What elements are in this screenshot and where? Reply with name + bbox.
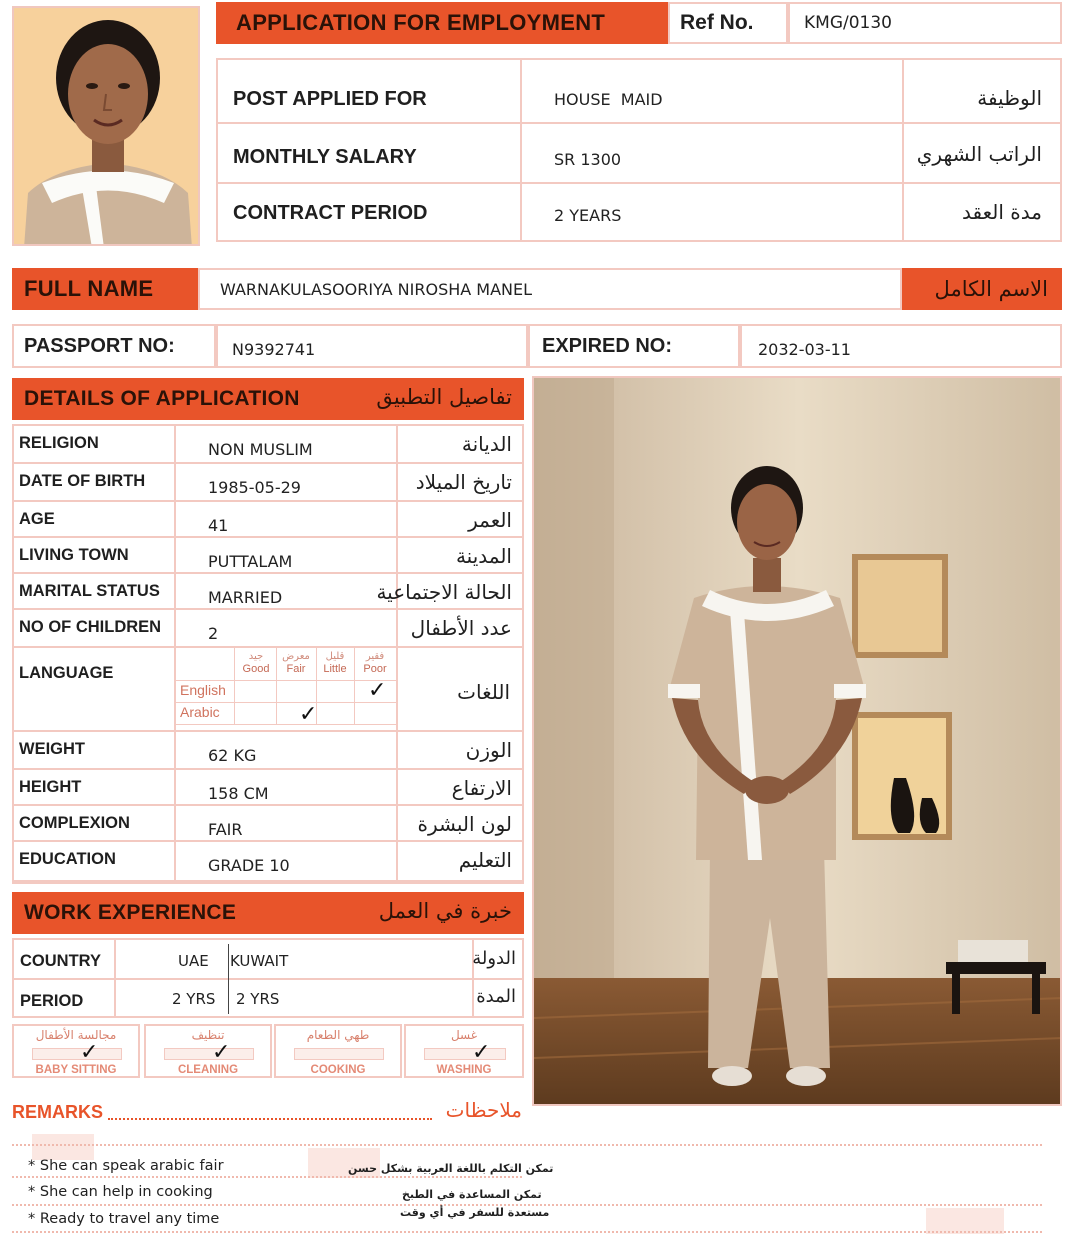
country-label: COUNTRY [20,952,101,970]
period-ar: المدة [476,986,516,1007]
period-label: PERIOD [20,992,84,1010]
detail-row [12,538,524,574]
detail-value: NON MUSLIM [208,440,313,459]
ref-no-value-cell [788,2,1062,44]
post-applied-label: POST APPLIED FOR [233,88,427,110]
application-title-bar [216,2,668,44]
passport-value: N9392741 [232,339,316,359]
expired-label-cell [528,324,740,368]
remark-2-ar: تمكن المساعدة في الطبخ [402,1188,542,1201]
detail-ar: الديانة [461,432,512,456]
language-arabic: Arabic [180,704,220,720]
detail-ar: الوزن [465,738,512,762]
post-table [216,58,1062,242]
detail-label: AGE [19,510,55,528]
detail-row [12,806,524,842]
language-ar: اللغات [457,680,510,704]
skill-en: CLEANING [177,1064,239,1076]
skill-cleaning [144,1024,272,1078]
detail-label: LIVING TOWN [19,546,129,564]
detail-value: PUTTALAM [208,552,293,571]
detail-ar: التعليم [458,848,512,872]
remarks-box [12,1134,1062,1234]
detail-value: 158 CM [208,784,269,803]
work-table [12,938,524,1018]
detail-ar: الحالة الاجتماعية [376,580,512,604]
work-header [12,892,524,934]
application-title: APPLICATION FOR EMPLOYMENT [236,10,606,35]
portrait-photo [12,6,200,246]
level-poor: فقير Poor [363,651,387,675]
remarks-label: REMARKS [12,1102,104,1122]
detail-label: HEIGHT [19,778,82,796]
full-name-value-cell [198,268,902,310]
detail-value: 41 [208,516,229,535]
level-little: قليل Little [323,651,347,675]
detail-value: 62 KG [208,746,257,765]
contract-period-label: CONTRACT PERIOD [233,202,428,224]
skill-en: WASHING [436,1064,492,1076]
detail-ar: عدد الأطفال [410,616,512,640]
language-row [12,646,524,732]
detail-row [12,610,524,646]
detail-label: COMPLEXION [19,814,130,832]
remarks-label-ar: ملاحظات [445,1098,522,1122]
contract-period-ar: مدة العقد [962,200,1042,224]
details-header [12,378,524,420]
ref-no-label: Ref No. [680,11,754,34]
details-title-ar: تفاصيل التطبيق [376,385,512,409]
remark-3-en: * Ready to travel any time [28,1211,220,1227]
detail-row [12,842,524,882]
work-title-ar: خبرة في العمل [378,899,512,923]
remark-1-en: * She can speak arabic fair [28,1158,224,1174]
detail-label: NO OF CHILDREN [19,618,162,636]
skill-washing [404,1024,524,1078]
language-grid [174,648,396,727]
post-applied-ar: الوظيفة [977,86,1042,110]
portrait-illustration [14,8,200,246]
full-name-value: WARNAKULASOORIYA NIROSHA MANEL [220,279,533,299]
detail-value: FAIR [208,820,243,839]
english-poor-check: ✓ [368,678,387,703]
monthly-salary-value: SR 1300 [554,150,622,169]
detail-label: MARITAL STATUS [19,582,160,600]
level-fair: معرض Fair [282,651,310,675]
detail-label: EDUCATION [19,850,116,868]
detail-row [12,574,524,610]
expired-value: 2032-03-11 [758,339,851,359]
ref-no-value: KMG/0130 [804,13,892,33]
level-good: جيد Good [242,651,270,675]
detail-row [12,426,524,464]
country-1: UAE [178,952,209,970]
detail-row [12,464,524,502]
full-name-ar: الاسم الكامل [934,277,1048,301]
detail-ar: العمر [468,508,512,532]
contract-period-value: 2 YEARS [554,206,622,225]
skill-check: ✓ [80,1040,99,1065]
language-english: English [180,682,226,698]
skill-ar: تنظيف [191,1028,225,1042]
skill-en: BABY SITTING [35,1064,117,1076]
ref-no-label-cell [668,2,788,44]
skill-ar: طهي الطعام [306,1028,370,1042]
detail-label: DATE OF BIRTH [19,472,146,490]
skill-baby-sitting [12,1024,140,1078]
skill-check: ✓ [212,1040,231,1065]
detail-ar: لون البشرة [417,812,512,836]
monthly-salary-label: MONTHLY SALARY [233,146,417,168]
period-1: 2 YRS [172,990,216,1008]
full-body-illustration [534,378,1062,1106]
passport-label-cell [12,324,216,368]
detail-value: 2 [208,624,219,643]
detail-value: 1985-05-29 [208,478,301,497]
detail-value: MARRIED [208,588,283,607]
detail-label: RELIGION [19,434,99,452]
remark-1-ar: تمكن التكلم باللغة العربية بشكل حسن [348,1162,554,1175]
country-2: KUWAIT [230,952,289,970]
detail-label: WEIGHT [19,740,85,758]
skill-ar: غسل [450,1028,478,1042]
detail-ar: الارتفاع [451,776,512,800]
full-name-label-cell [12,268,198,310]
post-applied-value: HOUSE MAID [554,90,663,109]
details-title: DETAILS OF APPLICATION [24,387,300,410]
detail-ar: تاريخ الميلاد [415,470,512,494]
monthly-salary-ar: الراتب الشهري [916,142,1042,166]
arabic-fair-check: ✓ [299,702,318,727]
expired-label: EXPIRED NO: [542,334,673,357]
detail-ar: المدينة [455,544,512,568]
full-name-label: FULL NAME [24,276,154,301]
language-label: LANGUAGE [19,664,114,682]
country-ar: الدولة [472,948,516,969]
detail-row [12,732,524,770]
passport-value-cell [216,324,528,368]
full-name-ar-cell [902,268,1062,310]
skill-cooking [274,1024,402,1078]
full-body-photo [532,376,1062,1106]
work-title: WORK EXPERIENCE [24,901,237,924]
remarks-header [12,1098,524,1128]
period-2: 2 YRS [236,990,280,1008]
remark-2-en: * She can help in cooking [28,1184,213,1200]
detail-value: GRADE 10 [208,856,290,875]
detail-row [12,502,524,538]
skill-check: ✓ [472,1040,491,1065]
detail-row [12,770,524,806]
passport-label: PASSPORT NO: [24,334,175,357]
expired-value-cell [740,324,1062,368]
remark-3-ar: مستعدة للسفر في أي وقت [400,1206,550,1219]
skill-en: COOKING [310,1064,366,1076]
skill-ar: مجالسة الأطفال [35,1028,117,1042]
